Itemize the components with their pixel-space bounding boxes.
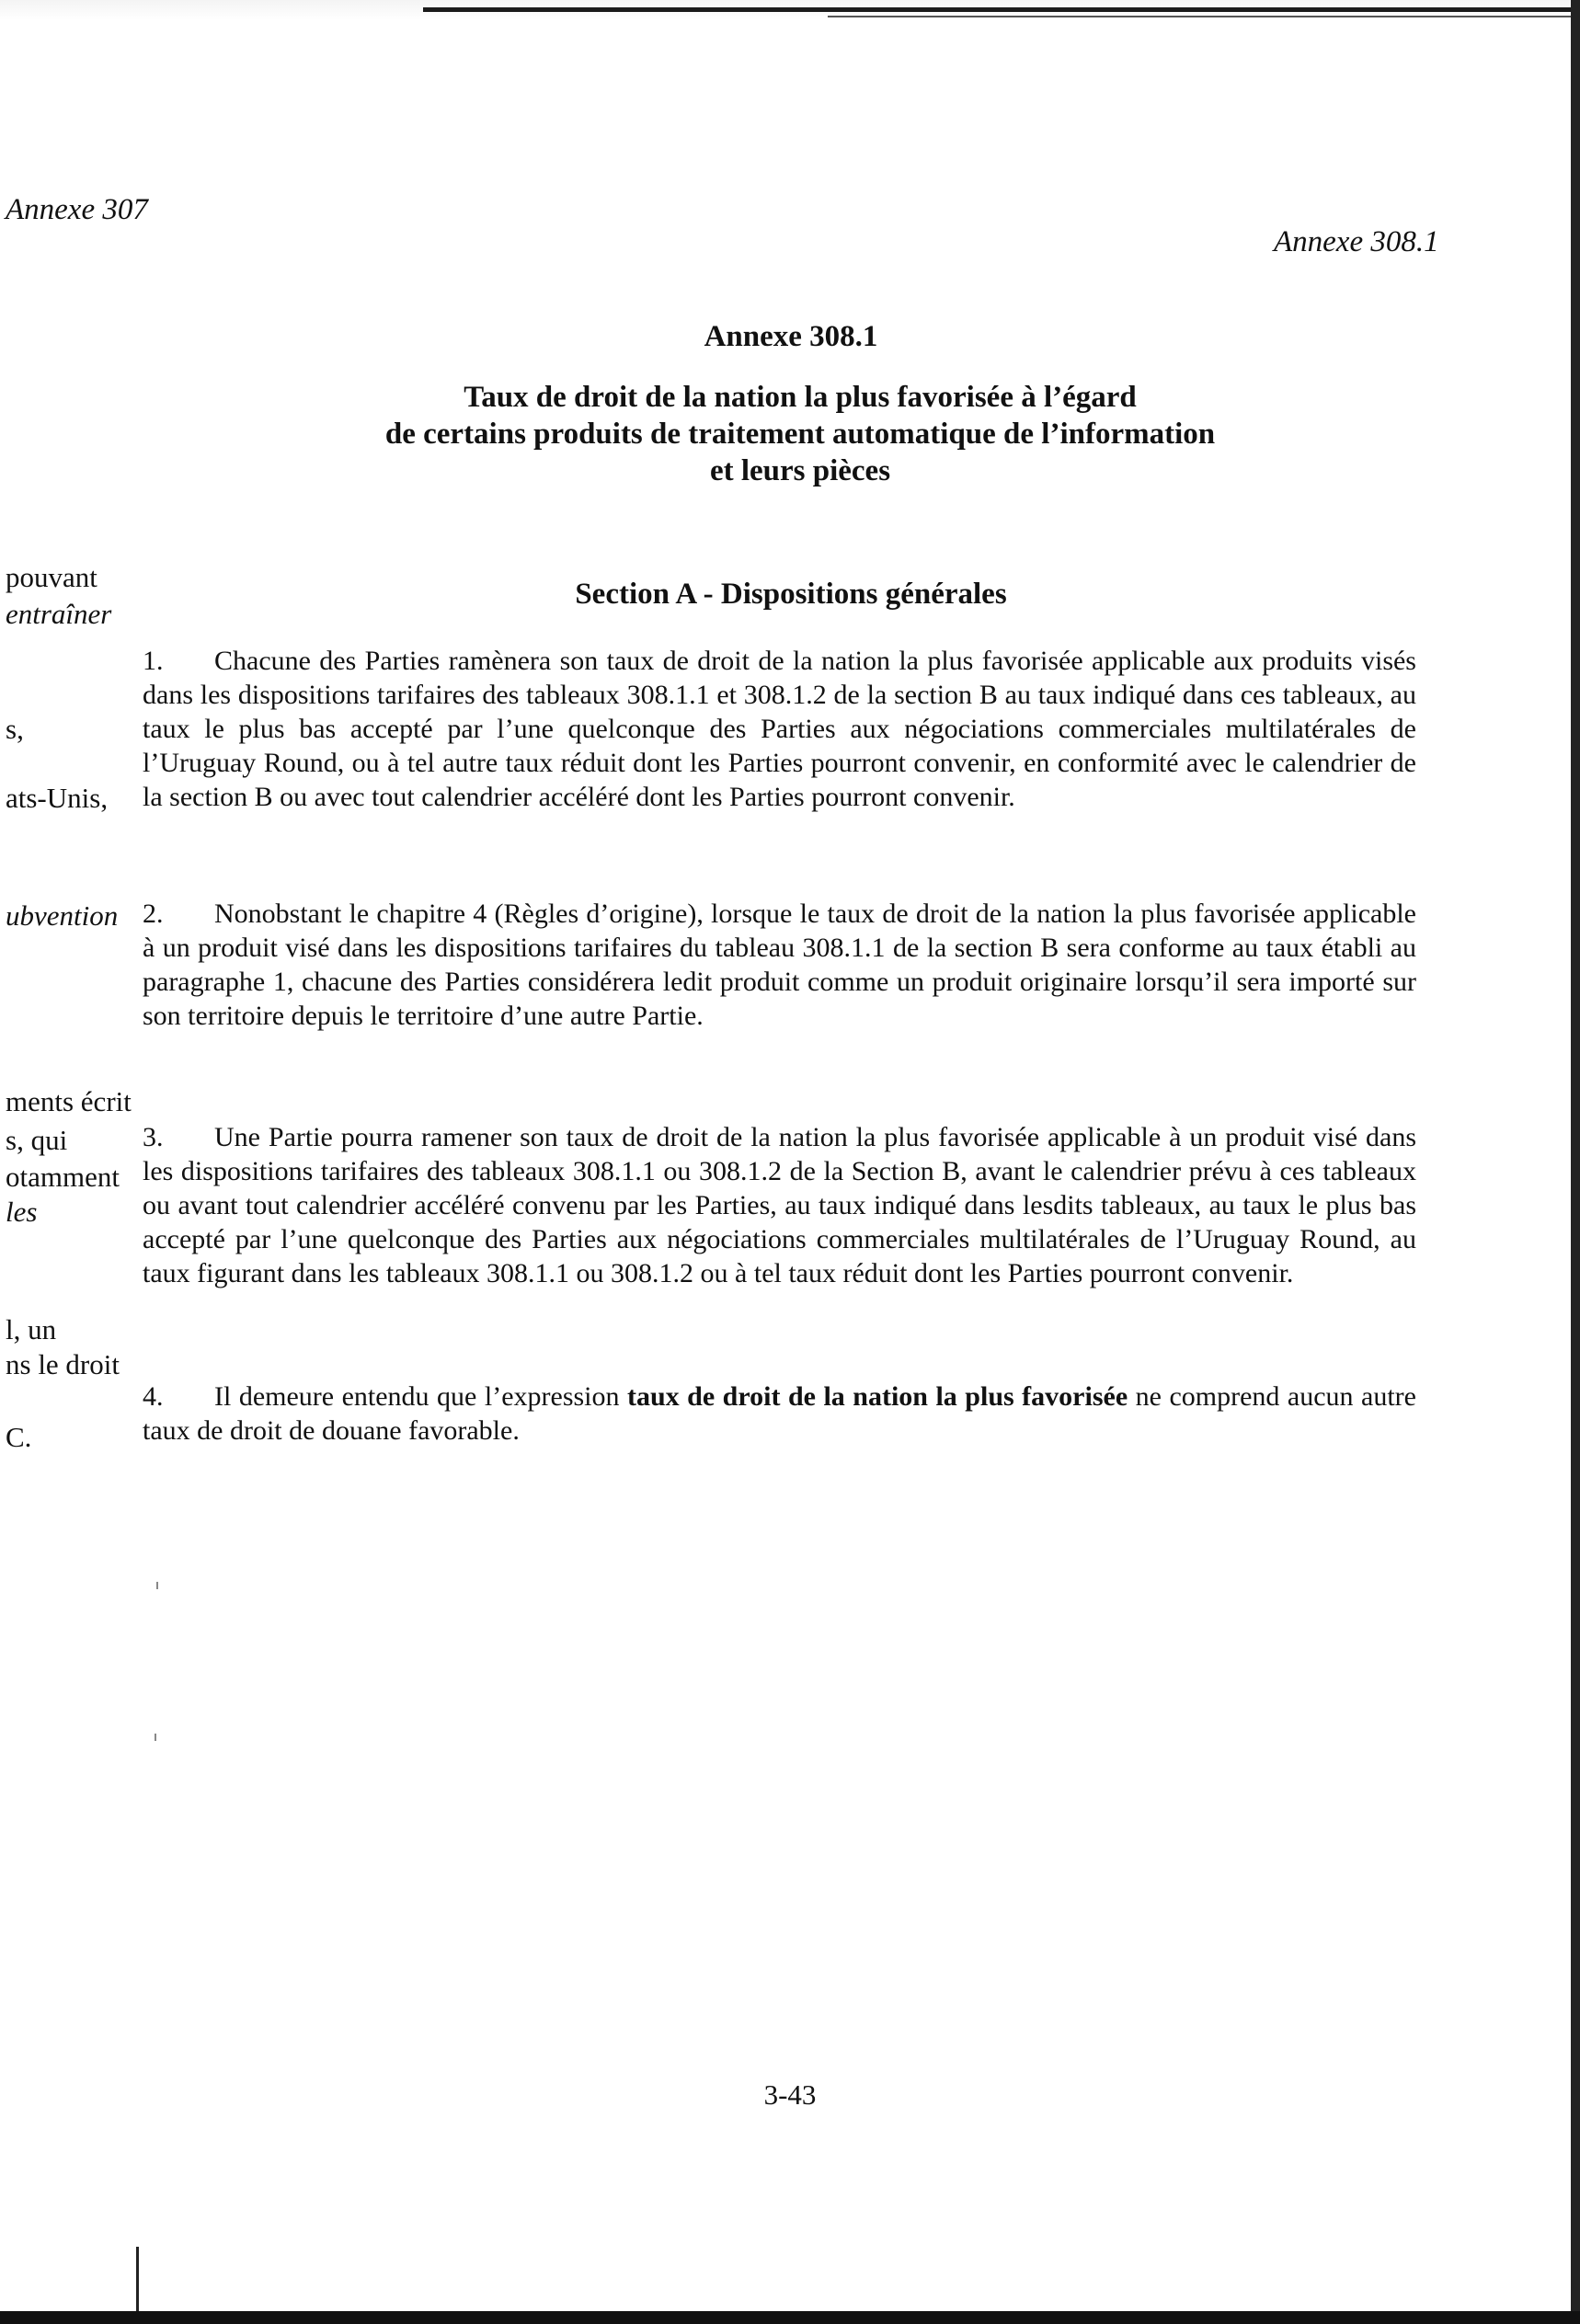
margin-fragment: C. [6, 1421, 32, 1453]
running-header-right: Annexe 308.1 [1274, 225, 1439, 258]
margin-fragment: ments écrit [6, 1085, 132, 1117]
scan-right-edge [1571, 0, 1580, 2324]
page-number: 3-43 [763, 2078, 817, 2111]
paragraph-number: 1. [143, 646, 164, 676]
margin-fragment: ats-Unis, [6, 782, 109, 814]
paragraph-text: Nonobstant le chapitre 4 (Règles d’origine), lorsque le taux de droit de la nation la plus favorisée applicable à un produit visé dans les dispositions tarifaires du tableau 308.1.1 de la section B sera conforme au taux établi au paragraphe 1, chacune des Parties considérera ledit produit comme un produit originaire lorsqu’il sera importé sur son territoire depuis le territoire d’une autre Partie. [143, 899, 1416, 1031]
subtitle-line: de certains produits de traitement automatique de l’information [384, 418, 1216, 451]
paragraph-number: 2. [143, 899, 164, 929]
subtitle-line: Taux de droit de la nation la plus favorisée à l’égard [464, 381, 1137, 414]
section-heading: Section A - Dispositions générales [575, 578, 1007, 611]
margin-fragment: otamment [6, 1161, 120, 1193]
margin-fragment: ns le droit [6, 1348, 120, 1380]
paragraph-number: 4. [143, 1381, 164, 1412]
subtitle-line: et leurs pièces [709, 454, 891, 487]
defined-term: taux de droit de la nation la plus favorisée [627, 1381, 1128, 1412]
margin-fragment: les [6, 1196, 38, 1228]
margin-fragment: entraîner [6, 598, 112, 630]
running-header-left: Annexe 307 [6, 193, 148, 226]
paragraph-1 [143, 644, 1416, 814]
paragraph-text: Chacune des Parties ramènera son taux de droit de la nation la plus favorisée applicable aux produits visés dans les dispositions tarifaires des tableaux 308.1.1 et 308.1.2 de la section B au taux indiqué dans ces tableaux, au taux le plus bas accepté par l’une quelconque des Parties aux négociations commerciales multilatérales de l’Uruguay Round, ou à tel autre taux réduit dont les Parties pourront convenir, en conformité avec le calendrier de la section B ou avec tout calendrier accéléré dont les Parties pourront convenir. [143, 646, 1416, 812]
margin-fragment: ubvention [6, 899, 119, 932]
paragraph-text: Une Partie pourra ramener son taux de droit de la nation la plus favorisée applicable à un produit visé dans les dispositions tarifaires des tableaux 308.1.1 ou 308.1.2 de la Section B, avant le calendrier prévu à ces tableaux ou avant tout calendrier accéléré convenu par les Parties, au taux indiqué dans lesdits tableaux, au taux le plus bas accepté par l’une quelconque des Parties aux négociations commerciales multilatérales de l’Uruguay Round, au taux figurant dans les tableaux 308.1.1 ou 308.1.2 ou à tel taux réduit dont les Parties pourront convenir. [143, 1122, 1416, 1288]
paragraph-4 [143, 1380, 1416, 1448]
margin-fragment: s, [6, 713, 24, 745]
scan-bottom-edge [0, 2311, 1580, 2324]
scan-speck [155, 1734, 156, 1741]
paragraph-text-after: ne comprend aucun autre taux de droit de douane favorable. [143, 1381, 1416, 1446]
margin-fragment: pouvant [6, 561, 97, 593]
scan-binding-mark [136, 2247, 139, 2311]
scan-top-rule [423, 7, 1580, 12]
paragraph-2 [143, 897, 1416, 1033]
paragraph-3 [143, 1120, 1416, 1290]
scan-speck [156, 1582, 158, 1589]
paragraph-text-before: Il demeure entendu que l’expression [214, 1381, 627, 1412]
annex-title: Annexe 308.1 [704, 320, 878, 353]
margin-fragment: l, un [6, 1313, 57, 1345]
paragraph-number: 3. [143, 1122, 164, 1152]
scan-top-rule-thin [828, 16, 1580, 17]
annex-subtitle [303, 379, 1297, 489]
margin-fragment: s, qui [6, 1124, 68, 1156]
